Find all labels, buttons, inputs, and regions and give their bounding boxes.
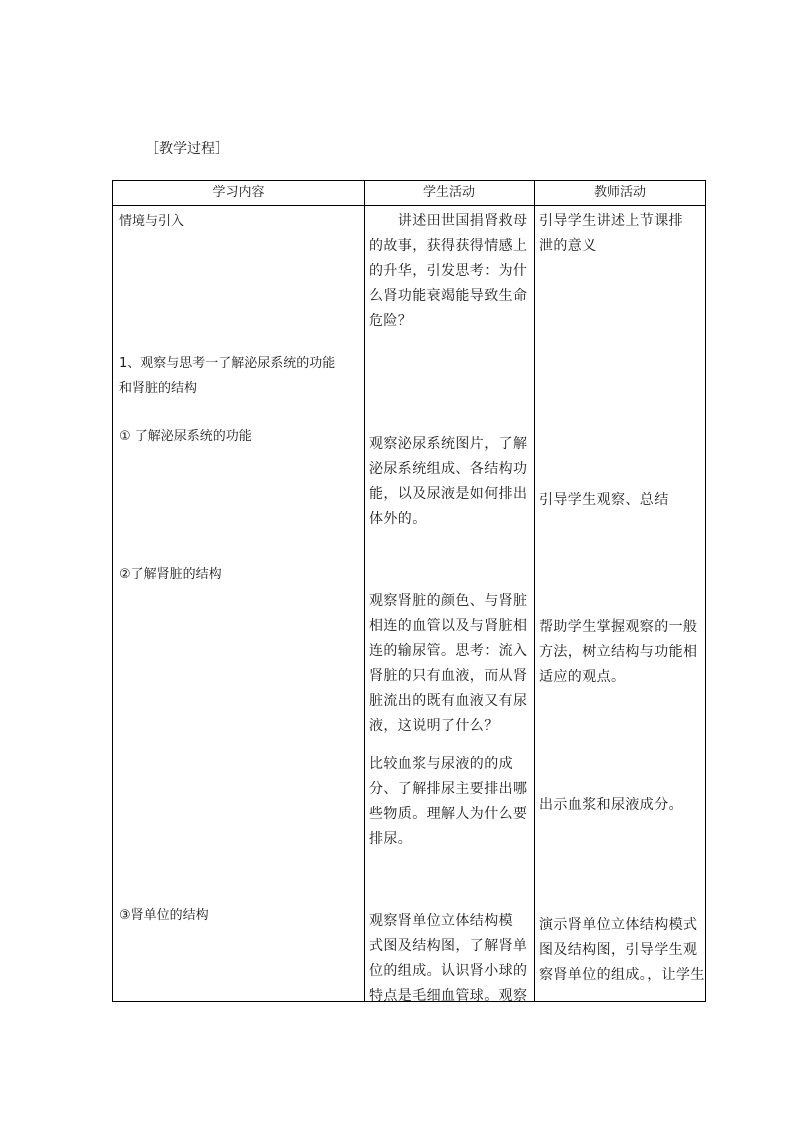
header-content: 学习内容 xyxy=(212,185,265,200)
content-section-1: 1、观察与思考一了解泌尿系统的功能 xyxy=(119,356,336,371)
header-teacher: 教师活动 xyxy=(593,185,646,200)
header-student: 学生活动 xyxy=(422,185,475,200)
page-heading: ［教学过程］ xyxy=(145,141,229,157)
content-item-1: ① 了解泌尿系统的功能 xyxy=(119,429,252,444)
student-activity-plasma: 比较血浆与尿液的的成 分、了解排尿主要排出哪 些物质。理解人为什么要 排尿。 xyxy=(369,756,528,847)
lesson-table xyxy=(112,180,706,1002)
student-activity-nephron: 观察肾单位立体结构模 式图及结构图，了解肾单 位的组成。认识肾小球的 特点是毛细血管球。观察 xyxy=(369,913,528,1004)
student-activity-intro: 讲述田世国捐肾救母 的故事，获得获得情感上 的升华，引发思考：为什 么肾功能衰竭能导致生命 危险？ xyxy=(369,213,528,329)
table-header-row xyxy=(113,181,705,206)
student-activity-kidney: 观察肾脏的颜色、与肾脏 相连的血管以及与肾脏相 连的输尿管。思考：流入 肾脏的只有血液，而从肾 脏流出的既有血液又有尿 液，这说明了什么？ xyxy=(369,593,528,734)
content-item-2: ②了解肾脏的结构 xyxy=(119,567,222,582)
column-divider xyxy=(364,181,365,1001)
column-divider xyxy=(534,181,535,1001)
teacher-activity-nephron: 演示肾单位立体结构模式 图及结构图，引导学生观 察肾单位的组成。，让学生 xyxy=(539,917,705,983)
teacher-activity-intro: 引导学生讲述上节课排 泄的意义 xyxy=(539,213,683,254)
content-section-1-cont: 和肾脏的结构 xyxy=(119,381,198,396)
content-intro: 情境与引入 xyxy=(119,214,185,229)
teacher-activity-method: 帮助学生掌握观察的一般 方法，树立结构与功能相 适应的观点。 xyxy=(539,619,698,685)
teacher-activity-plasma: 出示血浆和尿液成分。 xyxy=(539,797,683,813)
student-activity-urinary: 观察泌尿系统图片，了解 泌尿系统组成、各结构功 能，以及尿液是如何排出 体外的。 xyxy=(369,436,528,527)
teacher-activity-observe: 引导学生观察、总结 xyxy=(539,492,669,508)
content-item-3: ③肾单位的结构 xyxy=(119,908,209,923)
